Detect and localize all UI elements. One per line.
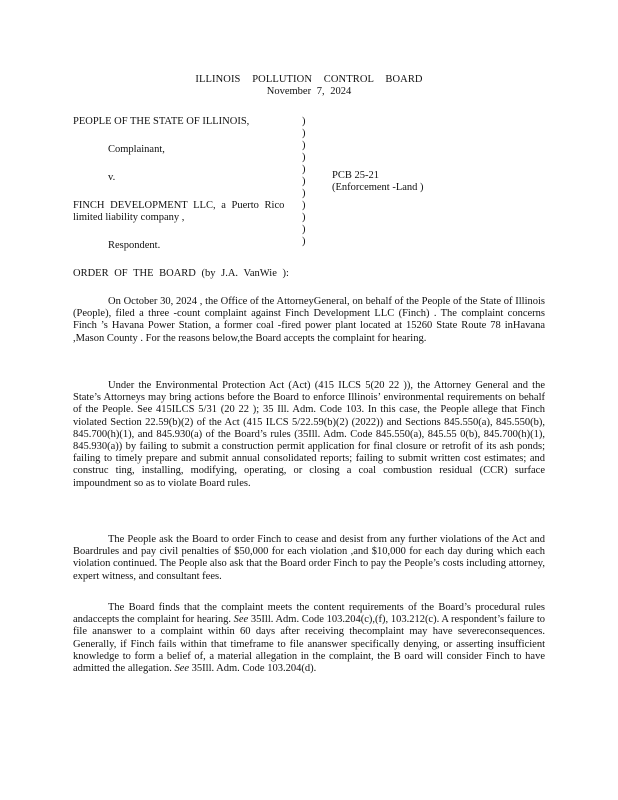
paragraph-relief-requested: The People ask the Board to order Finch to cease and desist from any further violations of the Act and Boardrules and pay civil penalties of $50,000 for each violation ,and $10,000 for each day during which each violation continued. The People also ask that the Board order Finch to pay the People’s costs including attorney, expert witness, and consultant fees. — [73, 534, 545, 582]
findings-text-b: 35Ill. Adm. Code 103.204(c),(f), 103.212(c). A respondent’s failure to file ananswer to a complaint within 60 days after receiving thecomplaint may have severeconsequences. Generally, if Finch fails within that timeframe to file ananswer specifically denying, or asserting insufficient knowledge to form a belief of, a material allegation in the complaint, the B oard will consider Finch to have admitted the allegation. — [73, 614, 546, 675]
order-date: November 7, 2024 — [266, 86, 352, 97]
paren: ) — [302, 140, 306, 151]
paragraph-board-findings — [73, 602, 545, 675]
paren: ) — [302, 224, 306, 235]
findings-text-c: 35Ill. Adm. Code 103.204(d). — [191, 663, 317, 675]
complainant-name: PEOPLE OF THE STATE OF ILLINOIS, — [73, 116, 250, 127]
case-identifiers — [332, 170, 424, 194]
case-number: PCB 25-21 — [332, 170, 379, 181]
paren: ) — [302, 152, 306, 163]
paren: ) — [302, 236, 306, 247]
paren: ) — [302, 188, 306, 199]
paren: ) — [302, 116, 306, 127]
paren: ) — [302, 164, 306, 175]
findings-text-a: The Board finds that the complaint meets the content requirements of the Board’s procedural rules andaccepts the complaint for hearing. — [73, 602, 545, 626]
order-heading: ORDER OF THE BOARD (by J.A. VanWie ): — [73, 268, 289, 279]
case-type: (Enforcement -Land ) — [332, 182, 424, 193]
paren: ) — [302, 200, 306, 211]
paren: ) — [302, 128, 306, 139]
paren: ) — [302, 212, 306, 223]
respondent-name: FINCH DEVELOPMENT LLC, a Puerto Rico — [73, 200, 285, 211]
see-citation-signal: See — [233, 614, 249, 626]
versus-label: v. — [108, 172, 116, 183]
respondent-role: Respondent. — [108, 240, 161, 251]
paragraph-alleged-violations: Under the Environmental Protection Act (Act) (415 ILCS 5(20 22 )), the Attorney General and the State’s Attorneys may bring actions before the Board to enforce Illinois’ environmental requirements on behalf of the People. See 415ILCS 5/31 (20 22 ); 35 Ill. Adm. Code 103. In this case, the People allege that Finch violated Section 22.59(b)(2) of the Act (415 ILCS 5/22.59(b)(2) (2022)) and Sections 845.550(a), 845.550(b), 845.700(h)(1), and 845.930(a) of the Board’s rules (35Ill. Adm. Code 845.550(a), 845.55 0(b), 845.700(h)(1), 845.930(a)) by failing to submit a construction permit application for final closure or retrofit of its ash ponds; failing to timely prepare and submit annual consolidated reports; failing to submit written cost estimates; and construc ting, installing, modifying, operating, or closing a coal combustion residual (CCR) surface impoundment so as to violate Board rules. — [73, 380, 545, 489]
paragraph-complaint-filed: On October 30, 2024 , the Office of the AttorneyGeneral, on behalf of the People of the State of Illinois (People), filed a three -count complaint against Finch Development LLC (Finch) . The complaint concerns Finch ’s Havana Power Station, a former coal -fired power plant located at 15260 State Route 78 inHavana ,Mason County . For the reasons below,the Board accepts the complaint for hearing. — [73, 296, 545, 344]
complainant-role: Complainant, — [108, 144, 165, 155]
caption-parentheses — [302, 116, 310, 248]
respondent-entity-type: limited liability company , — [73, 212, 185, 223]
see-citation-signal: See — [174, 663, 190, 675]
agency-title: ILLINOIS POLLUTION CONTROL BOARD — [195, 74, 423, 85]
paren: ) — [302, 176, 306, 187]
